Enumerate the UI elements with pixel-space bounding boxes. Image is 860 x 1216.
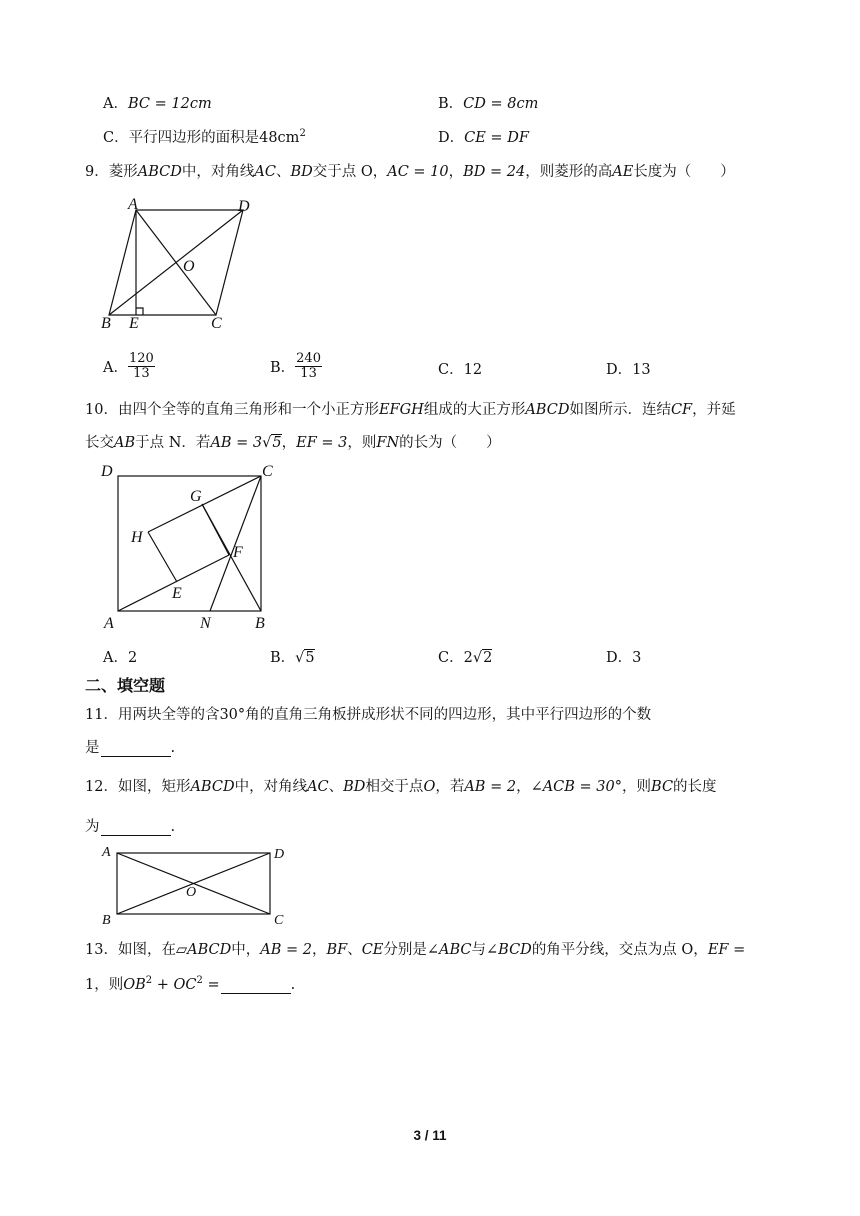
q8-option-b: B．CD = 8cm <box>438 96 539 112</box>
q8-option-a: A．BC = 12cm <box>103 96 212 112</box>
q12-label-o: O <box>186 885 197 900</box>
page-number: 3 / 11 <box>413 1128 447 1143</box>
q9-stem: 9．菱形ABCD中，对角线AC、BD交于点 O，AC = 10，BD = 24，则菱形的高AE长度为（ ） <box>85 164 735 180</box>
q8-option-d: D．CE = DF <box>438 130 529 146</box>
q10-label-e: E <box>172 585 182 602</box>
q12-answer-blank[interactable] <box>101 821 171 836</box>
q11-stem-line1: 11．用两块全等的含30°角的直角三角板拼成形状不同的四边形，其中平行四边形的个数 <box>85 707 652 723</box>
q12-label-d: D <box>274 847 285 862</box>
q11-stem-line2: 是 . <box>85 740 176 756</box>
q10-label-n: N <box>200 615 211 632</box>
q9-rhombus-figure <box>95 195 270 335</box>
q9-label-b: B <box>101 315 111 332</box>
q10-stem-line2: 长交AB于点 N．若AB = 3√5，EF = 3，则FN的长为（ ） <box>85 435 501 451</box>
q10-stem-line1: 10．由四个全等的直角三角形和一个小正方形EFGH组成的大正方形ABCD如图所示．连结CF，并延 <box>85 402 736 418</box>
q13-stem-line2: 1，则$OB^2 + OC^2$ = . <box>85 975 296 993</box>
q9-label-a: A <box>128 196 138 213</box>
q9-label-c: C <box>211 315 222 332</box>
q9-option-d: D．13 <box>606 362 651 378</box>
section-title: 二、填空题 <box>85 676 166 695</box>
q13-stem-line1: 13．如图，在▱ABCD中，AB = 2，BF、CE分别是∠ABC与∠BCD的角平分线，交点为点 O，EF = <box>85 942 746 958</box>
q9-option-c: C．12 <box>438 362 483 378</box>
q10-label-h: H <box>131 529 143 546</box>
q10-label-d: D <box>101 463 113 480</box>
q10-label-b: B <box>255 615 265 632</box>
q10-option-d: D．3 <box>606 650 642 666</box>
q9-label-e: E <box>129 315 139 332</box>
q12-label-c: C <box>274 913 284 928</box>
q12-label-b: B <box>102 913 111 928</box>
q10-label-a: A <box>104 615 114 632</box>
q10-square-figure <box>95 458 285 636</box>
q13-answer-blank[interactable] <box>221 979 291 994</box>
q9-option-b: B． $\frac{240}{13}$ <box>270 351 321 381</box>
q10-label-f: F <box>233 544 243 561</box>
q9-label-d: D <box>238 198 250 215</box>
q10-option-c: C．2√2 <box>438 650 493 666</box>
q12-label-a: A <box>102 845 111 860</box>
q10-option-a: A．2 <box>103 650 138 666</box>
q10-label-g: G <box>190 488 202 505</box>
q12-stem-line2: 为 . <box>85 819 176 835</box>
q12-rectangle-figure <box>98 840 298 930</box>
q9-option-a: A． $\frac{120}{13}$ <box>103 351 154 381</box>
q10-option-b: B．√5 <box>270 650 315 666</box>
q9-label-o: O <box>183 258 195 275</box>
q8-option-c: C．平行四边形的面积是$48cm^2$ <box>103 128 306 146</box>
q12-stem-line1: 12．如图，矩形ABCD中，对角线AC、BD相交于点O，若AB = 2，∠ACB = 30°，则BC的长度 <box>85 779 717 795</box>
q11-answer-blank[interactable] <box>101 742 171 757</box>
q10-label-c: C <box>262 463 273 480</box>
